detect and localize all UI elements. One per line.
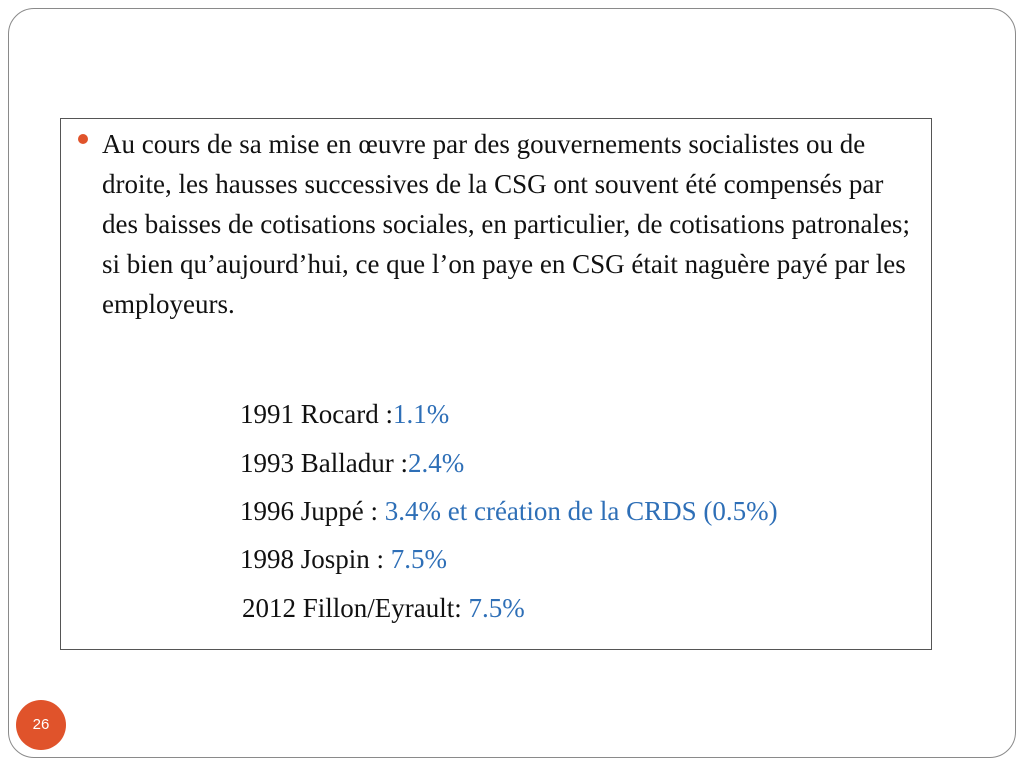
timeline-item-2012 (242, 591, 525, 625)
timeline-label: 1991 Rocard : (240, 399, 393, 429)
timeline-value: 7.5% (468, 593, 525, 623)
timeline-value: 7.5% (390, 544, 448, 574)
timeline-item-1998 (240, 542, 447, 576)
timeline-item-1993 (240, 446, 464, 480)
timeline-label: 2012 Fillon/Eyrault: (242, 593, 469, 623)
timeline-label: 1996 Juppé : (240, 496, 385, 526)
timeline-label: 1993 Balladur : (240, 448, 408, 478)
timeline-item-1991 (240, 397, 449, 431)
bullet-icon (78, 134, 88, 144)
timeline-label: 1998 Jospin : (240, 544, 391, 574)
timeline-value: 3.4% et création de la CRDS (0.5%) (384, 496, 778, 526)
timeline-value: 2.4% (407, 448, 465, 478)
timeline-value: 1.1% (392, 399, 450, 429)
body-paragraph: Au cours de sa mise en œuvre par des gouvernements socialistes ou de droite, les hausses successives de la CSG ont souvent été compensés par des baisses de cotisations sociales, en particulier, de cotisations patronales; si bien qu’aujourd’hui, ce que l’on paye en CSG était naguère payé par les employeurs. (102, 129, 910, 319)
slide-number-badge: 26 (16, 700, 66, 750)
timeline-item-1996 (240, 494, 778, 528)
